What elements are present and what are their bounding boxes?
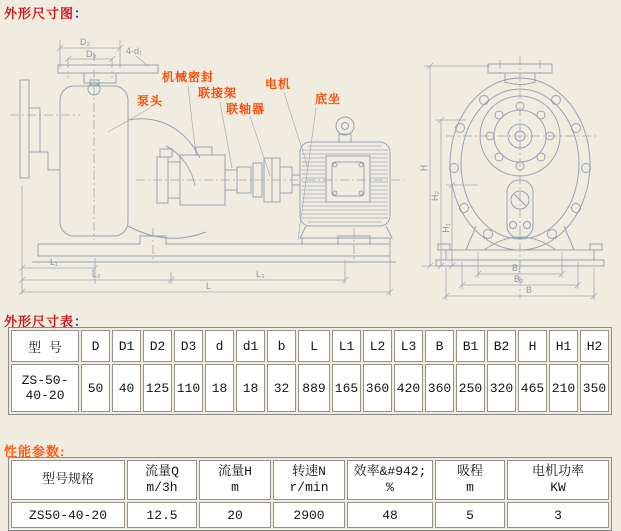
dim-D3-label: D₃ (86, 49, 97, 59)
value-cell: 360 (363, 364, 392, 412)
header-line2: r/min (289, 480, 329, 495)
value-cell: 5 (435, 502, 505, 528)
col-header: d1 (236, 330, 265, 362)
performance-table-data-row (11, 502, 609, 528)
value-cell: 2900 (273, 502, 345, 528)
value-cell: 360 (425, 364, 454, 412)
dimension-table (8, 327, 612, 415)
col-header-head (199, 460, 271, 500)
col-header: b (267, 330, 296, 362)
value-cell: 889 (298, 364, 330, 412)
leader-lines (108, 86, 316, 240)
value-cell: 320 (487, 364, 516, 412)
header-line1: 吸程 (456, 463, 483, 479)
col-header: H (518, 330, 547, 362)
bearing-frame (157, 147, 237, 205)
value-cell: 18 (236, 364, 265, 412)
col-header-model: 型 号 (11, 330, 79, 362)
label-pump-head: 泵头 (137, 94, 164, 108)
header-line2: % (386, 480, 394, 495)
header-line2: m/3h (146, 480, 178, 495)
title-text: 外形尺寸图 (4, 6, 75, 21)
model-line1: ZS-50- (21, 373, 69, 388)
value-cell: 48 (347, 502, 433, 528)
title-text: 外形尺寸表 (4, 314, 75, 329)
model-cell (11, 364, 79, 412)
value-cell: 465 (518, 364, 547, 412)
col-header: H2 (580, 330, 609, 362)
dim-L-label: L (206, 281, 212, 291)
dim-L1-label: L₁ (50, 257, 59, 267)
col-header: B2 (487, 330, 516, 362)
col-header-flow (127, 460, 197, 500)
pump-outline-drawing (8, 28, 613, 300)
label-coupling: 联轴器 (226, 102, 266, 116)
header-line1: 转速N (292, 463, 326, 479)
value-cell: 3 (507, 502, 609, 528)
label-connecting-frame: 联接架 (198, 86, 238, 100)
value-cell: 210 (549, 364, 578, 412)
header-line2: m (231, 480, 239, 495)
title-colon: : (60, 444, 66, 459)
label-mechanical-seal: 机械密封 (162, 70, 215, 84)
label-motor: 电机 (265, 77, 292, 91)
performance-table-header-row (11, 460, 609, 500)
value-cell: 40 (112, 364, 141, 412)
dim-B1-label: B₁ (512, 263, 522, 273)
col-header: L3 (394, 330, 423, 362)
label-base: 底坐 (315, 92, 342, 106)
dim-B-label: B (526, 285, 533, 295)
value-cell: 32 (267, 364, 296, 412)
motor (300, 117, 392, 244)
dimension-table-header-row (11, 330, 609, 362)
header-line1: 效率&#942; (353, 463, 427, 479)
dim-L3-label: L₃ (256, 269, 265, 279)
value-cell: 125 (143, 364, 172, 412)
header-line1: 流量Q (145, 463, 179, 479)
value-cell: 420 (394, 364, 423, 412)
col-header: d (205, 330, 234, 362)
col-header: D3 (174, 330, 203, 362)
col-header: L2 (363, 330, 392, 362)
value-cell: 250 (456, 364, 485, 412)
col-header-model-spec: 型号规格 (11, 460, 125, 500)
dim-H-label: H (419, 164, 429, 172)
header-line2: m (466, 480, 474, 495)
header-line1: 电机功率 (531, 463, 584, 479)
col-header: D (81, 330, 110, 362)
motor-eye-bolt (336, 117, 354, 135)
base-plate-side (32, 228, 396, 262)
col-header-efficiency (347, 460, 433, 500)
section-title-outline-drawing (4, 3, 88, 22)
dim-B2-label: B₂ (514, 274, 524, 284)
dim-L2-label: L₂ (92, 269, 101, 279)
header-line1: 流量H (218, 463, 252, 479)
col-header-speed (273, 460, 345, 500)
col-header: L1 (332, 330, 361, 362)
col-header: B1 (456, 330, 485, 362)
value-cell: 18 (205, 364, 234, 412)
title-colon: ： (74, 314, 89, 329)
value-cell: 350 (580, 364, 609, 412)
dim-H1-label: H₁ (441, 223, 451, 233)
dim-4d1-label: 4-d₁ (126, 46, 143, 56)
dim-H2-label: H₂ (430, 191, 440, 201)
value-cell: 110 (174, 364, 203, 412)
dim-D2-label: D₂ (80, 37, 90, 47)
col-header: B (425, 330, 454, 362)
value-cell: 165 (332, 364, 361, 412)
value-cell: 50 (81, 364, 110, 412)
header-line2: KW (550, 480, 566, 495)
col-header: L (298, 330, 330, 362)
suction-flange (10, 80, 80, 178)
discharge-flange (58, 65, 158, 73)
dimension-table-data-row (11, 364, 609, 412)
col-header: D2 (143, 330, 172, 362)
col-header: H1 (549, 330, 578, 362)
title-text: 性能参数 (4, 444, 61, 459)
performance-table (8, 457, 612, 531)
title-colon: ： (74, 6, 89, 21)
value-cell: 20 (199, 502, 271, 528)
col-header: D1 (112, 330, 141, 362)
width-dimensions (443, 252, 597, 300)
pump-front-view (419, 56, 604, 300)
col-header-motor-power (507, 460, 609, 500)
model-line2: 40-20 (25, 388, 65, 403)
col-header-suction (435, 460, 505, 500)
value-cell: 12.5 (127, 502, 197, 528)
model-cell: ZS50-40-20 (11, 502, 125, 528)
